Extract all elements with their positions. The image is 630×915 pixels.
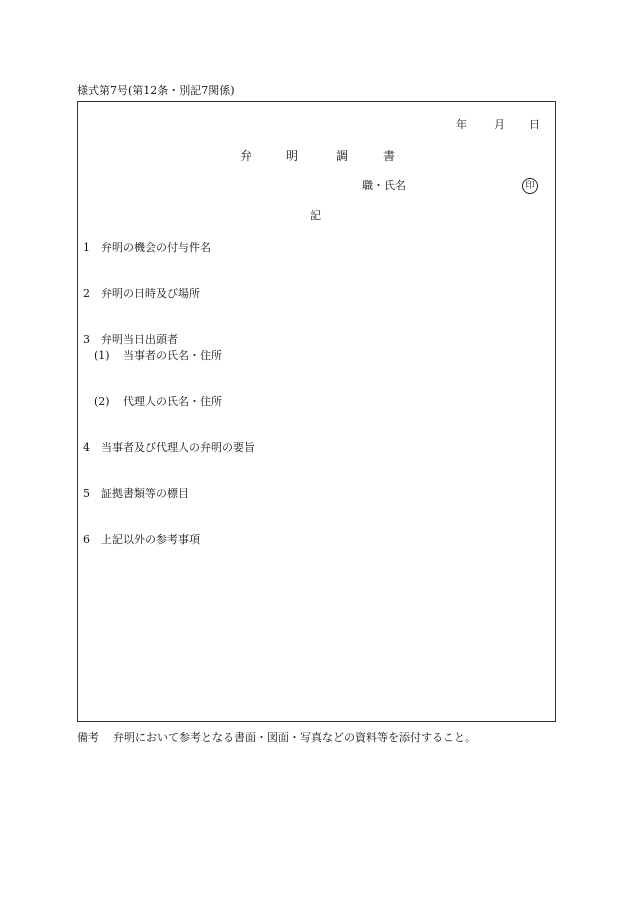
remarks-label: 備考 — [77, 731, 99, 744]
item-2-text: 弁明の日時及び場所 — [101, 287, 200, 300]
form-number-label: 様式第7号(第12条・別記7関係) — [77, 84, 235, 97]
item-6-number: 6 — [83, 533, 90, 546]
item-5-number: 5 — [83, 487, 90, 500]
item-2-number: 2 — [83, 287, 90, 300]
item-1-number: 1 — [83, 241, 90, 254]
date-day-label: 日 — [529, 118, 540, 131]
position-name-label: 職・氏名 — [362, 179, 406, 192]
subitem-2-number: (2) — [94, 395, 110, 408]
document-title-char-4: 書 — [383, 149, 396, 163]
form-frame — [77, 101, 556, 722]
document-title-char-3: 調 — [336, 149, 349, 163]
date-month-label: 月 — [494, 118, 505, 131]
item-3-text: 弁明当日出頭者 — [101, 333, 178, 346]
ki-heading: 記 — [310, 209, 321, 222]
document-title-char-2: 明 — [286, 149, 299, 163]
subitem-1-text: 当事者の氏名・住所 — [123, 349, 222, 362]
item-5-text: 証拠書類等の標目 — [101, 487, 189, 500]
item-3-number: 3 — [83, 333, 90, 346]
seal-icon: 印 — [522, 178, 538, 194]
item-6-text: 上記以外の参考事項 — [101, 533, 200, 546]
remarks-text: 弁明において参考となる書面・図面・写真などの資料等を添付すること。 — [113, 731, 476, 744]
subitem-1-number: (1) — [94, 349, 110, 362]
item-4-text: 当事者及び代理人の弁明の要旨 — [101, 441, 255, 454]
date-year-label: 年 — [456, 118, 467, 131]
item-1-text: 弁明の機会の付与件名 — [101, 241, 211, 254]
document-title-char-1: 弁 — [240, 149, 253, 163]
subitem-2-text: 代理人の氏名・住所 — [123, 395, 222, 408]
item-4-number: 4 — [83, 441, 90, 454]
